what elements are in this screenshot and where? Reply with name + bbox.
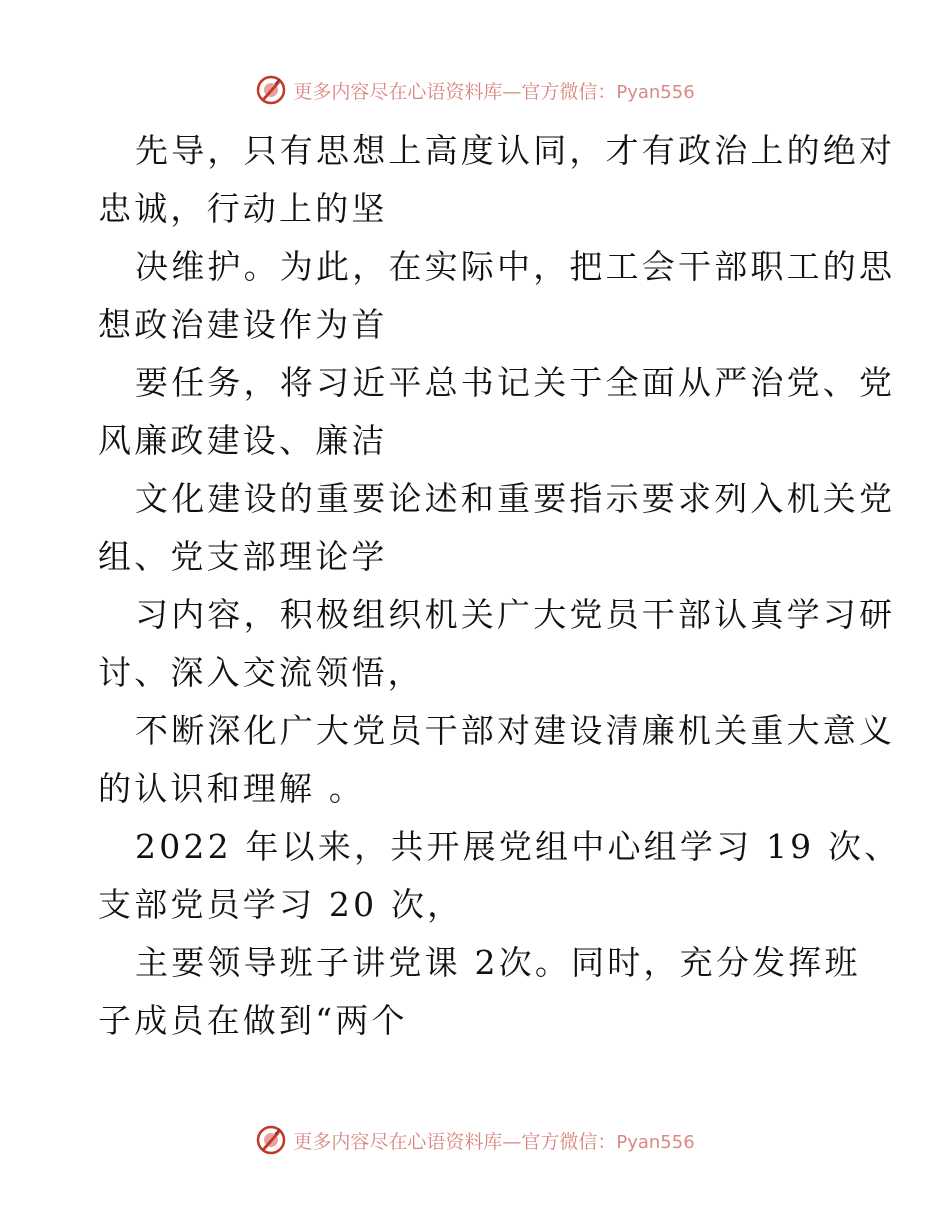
paragraph-line-1: 决维护。为此，在实际中，把工会干部职工的思: [135, 247, 896, 286]
paragraph: [98, 934, 861, 1050]
paragraph-line-1: 要任务，将习近平总书记关于全面从严治党、党: [135, 363, 896, 402]
paragraph-line-2: 想政治建设作为首: [98, 305, 388, 344]
paragraph-line-1: 先导，只有思想上高度认同，才有政治上的绝对: [135, 131, 896, 170]
footer-wechat-label: 官方微信：: [521, 1130, 617, 1153]
header-site-text: 更多内容尽在心语资料库: [293, 80, 503, 103]
paragraph: [98, 818, 901, 934]
paragraph-line-2: 忠诚，行动上的坚: [98, 189, 388, 228]
paragraph-line-2: 组、党支部理论学: [98, 537, 388, 576]
paragraph-line-2: 讨、深入交流领悟，: [98, 653, 424, 692]
paragraph: [98, 470, 896, 586]
paragraph-line-1: 主要领导班子讲党课 2次。同时，充分发挥班: [135, 943, 861, 982]
paragraph: [98, 354, 896, 470]
paragraph: [98, 586, 896, 702]
paragraph-line-1: 2022 年以来，共开展党组中心组学习 19 次、: [135, 827, 901, 866]
paragraph-line-2: 子成员在做到“两个: [98, 1001, 408, 1040]
paragraph-line-2: 的认识和理解 。: [98, 769, 366, 808]
footer-site-text: 更多内容尽在心语资料库: [293, 1130, 503, 1153]
body-text: [98, 122, 901, 1050]
paragraph-line-2: 支部党员学习 20 次，: [98, 885, 464, 924]
quill-logo-icon: [255, 74, 287, 106]
header-wechat-label: 官方微信：: [521, 80, 617, 103]
paragraph-line-1: 不断深化广大党员干部对建设清廉机关重大意义: [135, 711, 896, 750]
quill-logo-icon: [255, 1124, 287, 1156]
paragraph-line-1: 文化建设的重要论述和重要指示要求列入机关党: [135, 479, 896, 518]
footer-dash: —: [502, 1130, 522, 1153]
footer-watermark: [0, 1120, 950, 1160]
footer-wechat-id: Pyan556: [616, 1131, 695, 1153]
header-watermark: [0, 70, 950, 110]
header-wechat-id: Pyan556: [616, 81, 695, 103]
header-dash: —: [502, 80, 522, 103]
paragraph-line-1: 习内容，积极组织机关广大党员干部认真学习研: [135, 595, 896, 634]
paragraph: [98, 702, 896, 818]
paragraph: [98, 238, 896, 354]
paragraph: [98, 122, 896, 238]
paragraph-line-2: 风廉政建设、廉洁: [98, 421, 388, 460]
